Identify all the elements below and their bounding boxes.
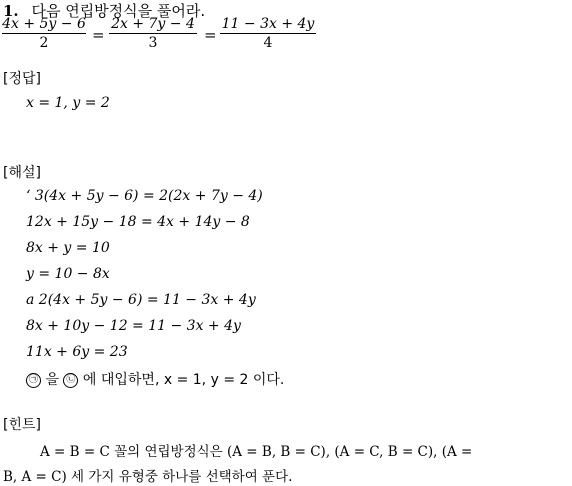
fraction-1-denominator: 2: [39, 35, 49, 51]
fraction-3-denominator: 4: [263, 35, 273, 51]
solution-line-7: 11x + 6y = 23: [26, 344, 128, 360]
fraction-3-numerator: 11 − 3x + 4y: [221, 16, 315, 32]
fraction-3-bar: [220, 33, 316, 34]
fraction-3: [220, 16, 316, 51]
fraction-2-bar: [109, 33, 197, 34]
solution-final-line: [26, 369, 284, 389]
problem-prompt: 다음 연립방정식을 풀어라.: [31, 2, 206, 20]
solution-line-3: 8x + y = 10: [26, 240, 110, 256]
solution-line-1: ‘ 3(4x + 5y − 6) = 2(2x + 7y − 4): [26, 188, 263, 204]
solution-line-5: a 2(4x + 5y − 6) = 11 − 3x + 4y: [26, 292, 256, 308]
equals-sign-1: =: [92, 26, 105, 44]
fraction-2: [109, 16, 197, 51]
circled-giyeok-icon: ㉠: [26, 373, 41, 388]
fraction-2-denominator: 3: [148, 35, 158, 51]
solution-line-2: 12x + 15y − 18 = 4x + 14y − 8: [26, 214, 250, 230]
fraction-2-numerator: 2x + 7y − 4: [111, 16, 195, 32]
circled-nieun-icon: ㉡: [63, 373, 78, 388]
hint-line-1: A = B = C 꼴의 연립방정식은 (A = B, B = C), (A = C, B = C), (A =: [40, 444, 473, 460]
answer-text: x = 1, y = 2: [26, 95, 110, 111]
solution-final-particle: 을: [45, 372, 59, 388]
solution-header: [해설]: [3, 165, 41, 181]
fraction-1-bar: [2, 33, 86, 34]
solution-line-6: 8x + 10y − 12 = 11 − 3x + 4y: [26, 318, 241, 334]
equals-sign-2: =: [204, 26, 217, 44]
problem-number: 1.: [3, 2, 19, 20]
solution-final-rest: 에 대입하면, x = 1, y = 2 이다.: [82, 372, 285, 388]
solution-line-4: y = 10 − 8x: [26, 266, 110, 282]
fraction-1: [2, 16, 86, 51]
fraction-1-numerator: 4x + 5y − 6: [2, 16, 86, 32]
hint-header: [힌트]: [3, 417, 41, 433]
hint-line-2: B, A = C) 세 가지 유형중 하나를 선택하여 푼다.: [3, 469, 293, 485]
answer-header: [정답]: [3, 71, 41, 87]
